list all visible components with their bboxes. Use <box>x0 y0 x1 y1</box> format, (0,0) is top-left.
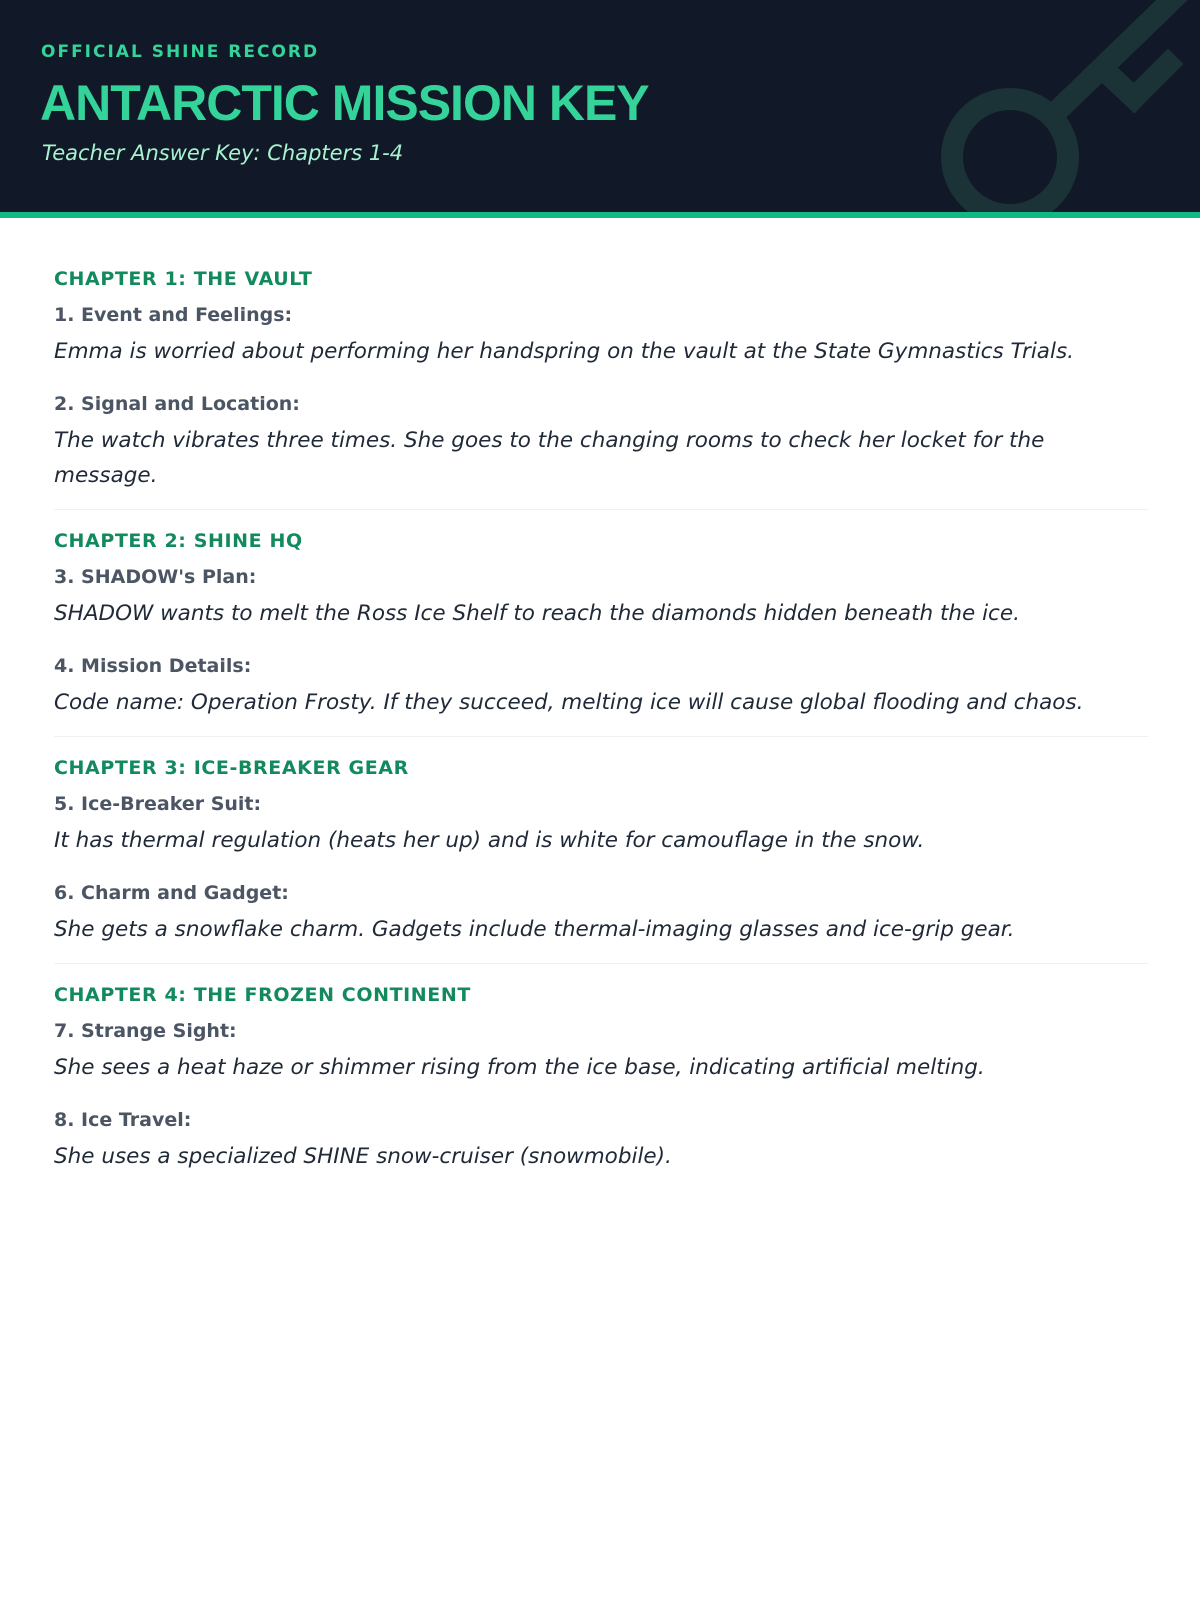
question-label: 7. Strange Sight: <box>54 1020 237 1042</box>
question-label: 8. Ice Travel: <box>54 1109 192 1131</box>
answer-text: She uses a specialized SHINE snow-cruiser (snowmobile). <box>54 1144 672 1169</box>
header-accent-bar <box>0 212 1200 218</box>
question-item <box>54 655 1148 720</box>
chapter-1-section <box>54 268 1148 510</box>
question-item <box>54 882 1148 947</box>
key-icon <box>940 0 1200 212</box>
question-item <box>54 566 1148 631</box>
page-subtitle: Teacher Answer Key: Chapters 1-4 <box>42 141 404 165</box>
chapter-3-section <box>54 757 1148 964</box>
chapter-title: CHAPTER 1: THE VAULT <box>54 268 313 290</box>
chapter-2-section <box>54 530 1148 737</box>
answer-text: SHADOW wants to melt the Ross Ice Shelf to reach the diamonds hidden beneath the ice. <box>54 601 1020 626</box>
question-item <box>54 1109 1148 1174</box>
question-label: 3. SHADOW's Plan: <box>54 566 257 588</box>
chapter-4-section <box>54 984 1148 1190</box>
question-item <box>54 793 1148 858</box>
question-label: 5. Ice-Breaker Suit: <box>54 793 262 815</box>
page-header <box>0 0 1200 212</box>
question-label: 6. Charm and Gadget: <box>54 882 289 904</box>
question-label: 1. Event and Feelings: <box>54 304 293 326</box>
chapter-title: CHAPTER 3: ICE-BREAKER GEAR <box>54 757 409 779</box>
question-label: 4. Mission Details: <box>54 655 252 677</box>
answer-text: She gets a snowflake charm. Gadgets include thermal-imaging glasses and ice-grip gear. <box>54 917 1015 942</box>
answer-key-content <box>54 268 1148 1210</box>
question-item <box>54 304 1148 369</box>
answer-text: The watch vibrates three times. She goes to the changing rooms to check her locket for the message. <box>54 428 1045 488</box>
answer-text: It has thermal regulation (heats her up) and is white for camouflage in the snow. <box>54 828 925 853</box>
chapter-title: CHAPTER 2: SHINE HQ <box>54 530 303 552</box>
question-label: 2. Signal and Location: <box>54 393 300 415</box>
answer-text: Emma is worried about performing her handspring on the vault at the State Gymnastics Trials. <box>54 339 1074 364</box>
answer-text: Code name: Operation Frosty. If they succeed, melting ice will cause global flooding and chaos. <box>54 690 1084 715</box>
header-eyebrow: OFFICIAL SHINE RECORD <box>41 42 320 62</box>
page-title: ANTARCTIC MISSION KEY <box>40 75 649 131</box>
question-item <box>54 393 1148 493</box>
question-item <box>54 1020 1148 1085</box>
answer-text: She sees a heat haze or shimmer rising from the ice base, indicating artificial melting. <box>54 1055 985 1080</box>
chapter-title: CHAPTER 4: THE FROZEN CONTINENT <box>54 984 471 1006</box>
